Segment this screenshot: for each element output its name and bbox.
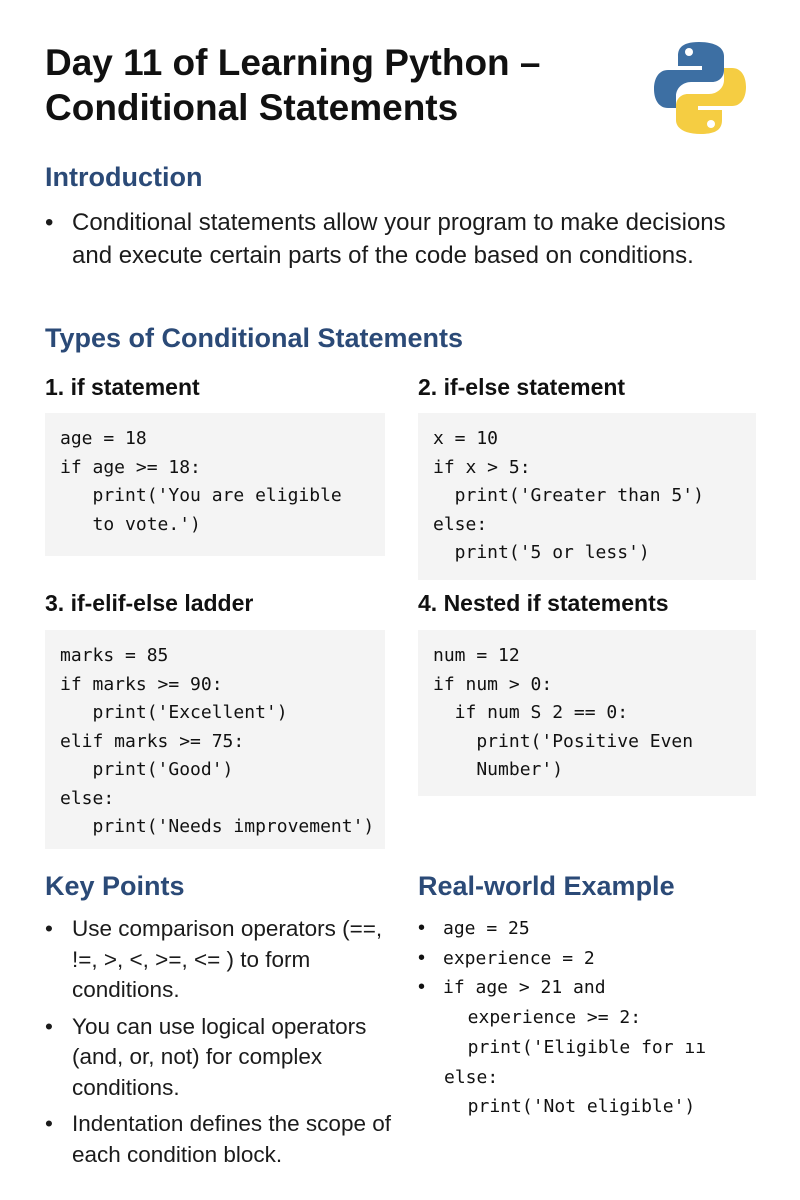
code-line: else: xyxy=(444,1066,499,1088)
code-line: elif marks >= 75: xyxy=(60,730,245,752)
list-item: • You can use logical operators (and, or, not) for complex conditions. xyxy=(45,1012,405,1104)
introduction-text: • Conditional statements allow your program to make decisions and execute certain parts of the code based on conditions. xyxy=(45,206,765,272)
if-statement-code xyxy=(45,413,385,556)
list-item: • Use comparison operators (==, !=, >, <, >=, <= ) to form conditions. xyxy=(45,914,405,1006)
code-line: • experience = 2 xyxy=(418,944,778,974)
code-line: if num S 2 == 0: xyxy=(433,702,629,723)
key-points-heading: Key Points xyxy=(45,871,185,901)
code-line: print('Excellent') xyxy=(60,702,288,723)
title-line-2: Conditional Statements xyxy=(45,87,459,128)
code-line: print('Eligible for ıı xyxy=(446,1036,707,1058)
code-line: if num > 0: xyxy=(433,673,553,695)
code-line: print('Greater than 5') xyxy=(433,485,704,506)
introduction-list xyxy=(45,206,765,272)
python-logo-icon xyxy=(650,38,750,138)
key-points-list xyxy=(45,914,405,1176)
real-world-code xyxy=(418,914,778,1122)
code-line: print('5 or less') xyxy=(433,542,650,563)
code-line: print('Good') xyxy=(60,759,234,780)
if-elif-else-code xyxy=(45,630,385,849)
list-item: • Indentation defines the scope of each condition block. xyxy=(45,1109,405,1170)
title-line-1: Day 11 of Learning Python – xyxy=(45,42,541,83)
if-else-statement-code xyxy=(418,413,756,580)
code-line: else: xyxy=(433,513,488,535)
code-line: print('You are eligible xyxy=(60,485,342,506)
code-line: if marks >= 90: xyxy=(60,673,223,695)
real-world-heading: Real-world Example xyxy=(418,871,675,901)
if-elif-else-title: 3. if-elif-else ladder xyxy=(45,590,254,616)
code-line: print('Positive Even xyxy=(433,730,694,752)
code-line: if x > 5: xyxy=(433,456,531,478)
code-line: num = 12 xyxy=(433,645,520,666)
code-line: age = 18 xyxy=(60,428,147,449)
introduction-heading: Introduction xyxy=(45,162,203,192)
nested-if-title: 4. Nested if statements xyxy=(418,590,669,616)
code-line: experience >= 2: xyxy=(446,1007,642,1029)
code-line: Number') xyxy=(433,759,564,780)
if-statement-title: 1. if statement xyxy=(45,374,200,400)
code-line: marks = 85 xyxy=(60,645,169,666)
code-line: x = 10 xyxy=(433,428,499,449)
nested-if-code xyxy=(418,630,756,796)
code-line: • age = 25 xyxy=(418,914,778,944)
code-line: if age >= 18: xyxy=(60,456,201,478)
code-line: else: xyxy=(60,787,115,809)
if-else-statement-title: 2. if-else statement xyxy=(418,374,626,400)
code-line: print('Not eligible') xyxy=(446,1096,696,1118)
page-title xyxy=(45,40,605,130)
types-heading: Types of Conditional Statements xyxy=(45,323,464,353)
code-line: • if age > 21 and xyxy=(418,973,778,1003)
code-line: to vote.') xyxy=(60,513,201,535)
code-line: print('Needs improvement') xyxy=(60,816,375,837)
